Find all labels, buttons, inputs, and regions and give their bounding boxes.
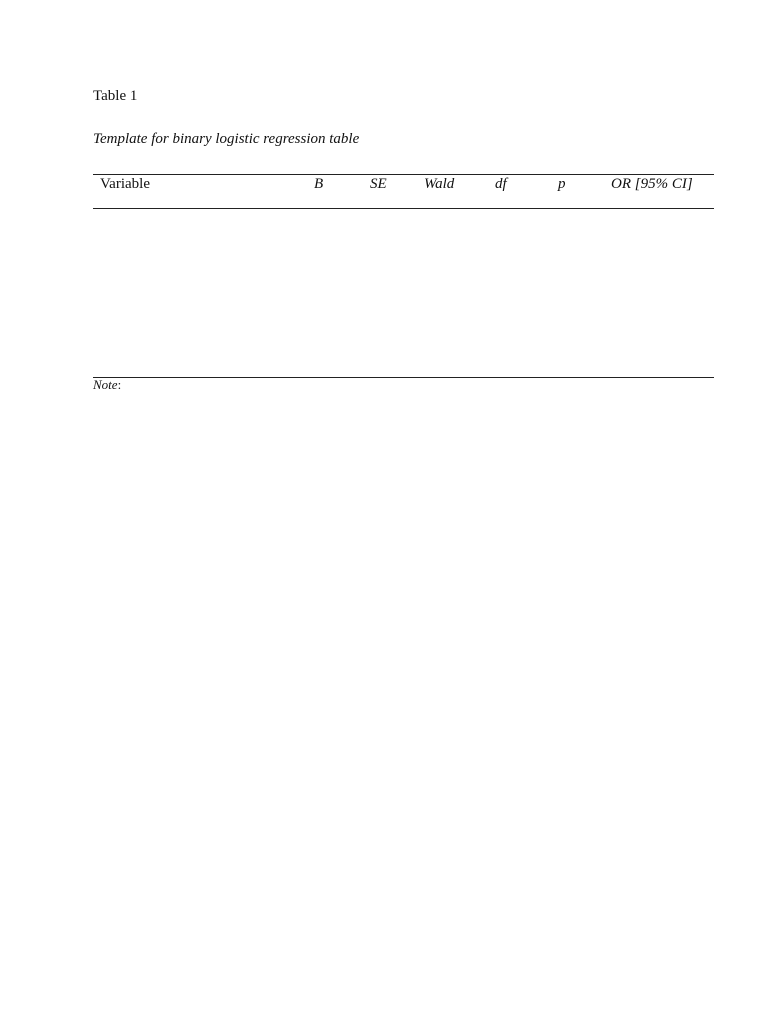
column-header-variable: Variable — [100, 176, 150, 192]
column-header-b: B — [314, 176, 324, 192]
table-bottom-rule — [93, 377, 714, 378]
column-header-p: p — [558, 176, 566, 192]
table-note-label: Note — [93, 377, 118, 392]
column-header-wald: Wald — [424, 176, 455, 192]
table-caption: Template for binary logistic regression table — [93, 131, 360, 147]
table-body — [93, 209, 714, 376]
column-header-or-ci: OR [95% CI] — [611, 176, 693, 192]
table-note-colon: : — [117, 377, 122, 392]
column-header-df: df — [495, 176, 507, 192]
table-header-row — [93, 175, 714, 209]
column-header-se: SE — [370, 176, 387, 192]
table-note — [93, 377, 121, 393]
table-number: Table 1 — [93, 88, 138, 104]
